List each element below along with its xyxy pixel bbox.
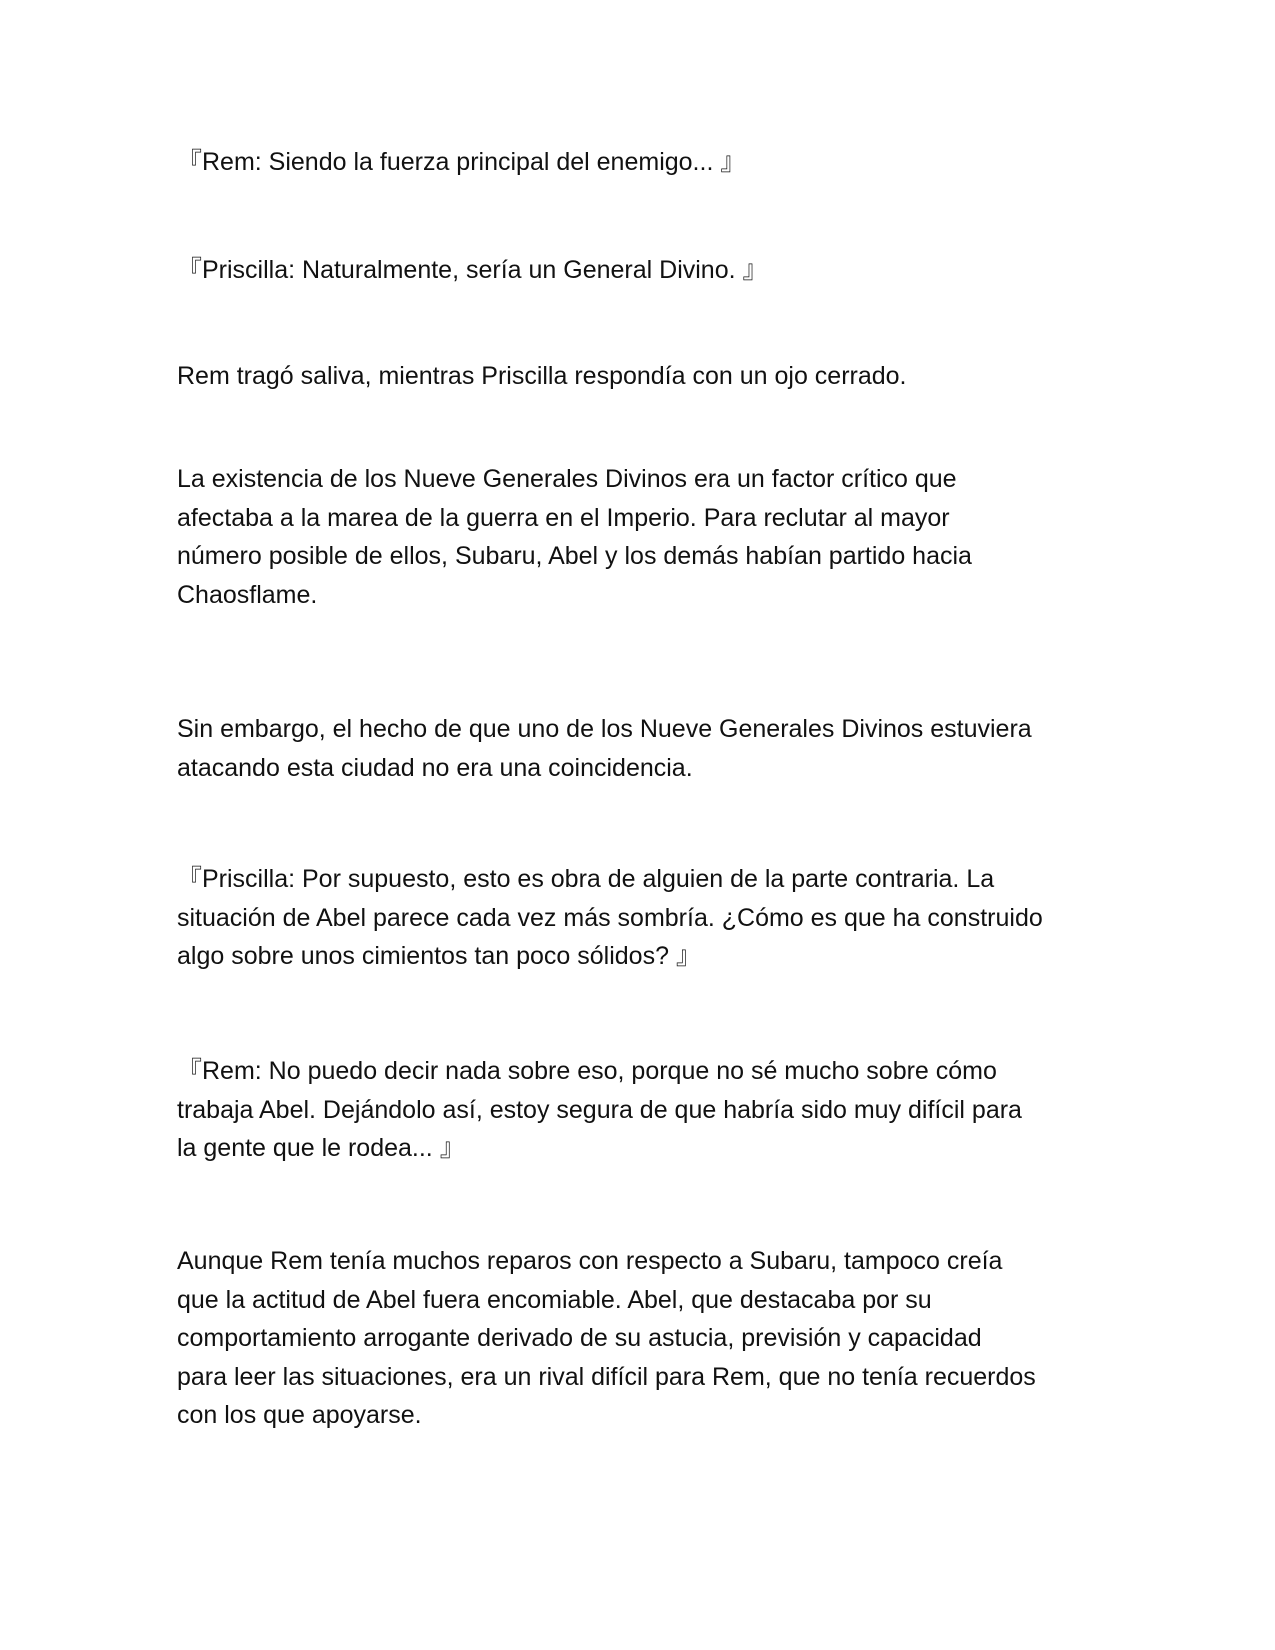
text-line: 『Priscilla: Por supuesto, esto es obra de alguien de la parte contraria. La [177,865,995,893]
text-line: la gente que le rodea... 』 [177,1134,465,1162]
text-line: que la actitud de Abel fuera encomiable. Abel, que destacaba por su [177,1285,932,1314]
text-line: 『Priscilla: Naturalmente, sería un General Divino. 』 [177,256,768,284]
text-line: La existencia de los Nueve Generales Divinos era un factor crítico que [177,465,957,493]
paragraph-priscilla-dialogue-2 [177,860,1097,976]
text-line: Chaosflame. [177,580,318,609]
text-line: comportamiento arrogante derivado de su astucia, previsión y capacidad [177,1324,982,1352]
paragraph-narration-1 [177,357,1097,396]
paragraph-narration-2 [177,460,1097,614]
text-line: 『Rem: No puedo decir nada sobre eso, porque no sé mucho sobre cómo [177,1057,997,1085]
paragraph-priscilla-dialogue-1 [177,251,1097,290]
text-line: para leer las situaciones, era un rival difícil para Rem, que no tenía recuerdos [177,1362,1036,1391]
paragraph-rem-dialogue-1 [177,143,1097,182]
text-line: situación de Abel parece cada vez más sombría. ¿Cómo es que ha construido [177,903,1043,932]
text-line: trabaja Abel. Dejándolo así, estoy segura de que habría sido muy difícil para [177,1095,1022,1124]
text-line: afectaba a la marea de la guerra en el Imperio. Para reclutar al mayor [177,503,950,532]
paragraph-narration-4 [177,1242,1097,1435]
text-line: algo sobre unos cimientos tan poco sólidos? 』 [177,942,701,970]
text-line: número posible de ellos, Subaru, Abel y los demás habían partido hacia [177,542,972,570]
text-line: atacando esta ciudad no era una coincidencia. [177,753,693,782]
text-line: Aunque Rem tenía muchos reparos con respecto a Subaru, tampoco creía [177,1247,1003,1275]
text-line: con los que apoyarse. [177,1401,422,1429]
paragraph-narration-3 [177,710,1097,787]
text-line: Rem tragó saliva, mientras Priscilla respondía con un ojo cerrado. [177,362,907,390]
text-line: Sin embargo, el hecho de que uno de los Nueve Generales Divinos estuviera [177,715,1032,743]
text-line: 『Rem: Siendo la fuerza principal del enemigo... 』 [177,148,746,176]
paragraph-rem-dialogue-2 [177,1052,1097,1168]
